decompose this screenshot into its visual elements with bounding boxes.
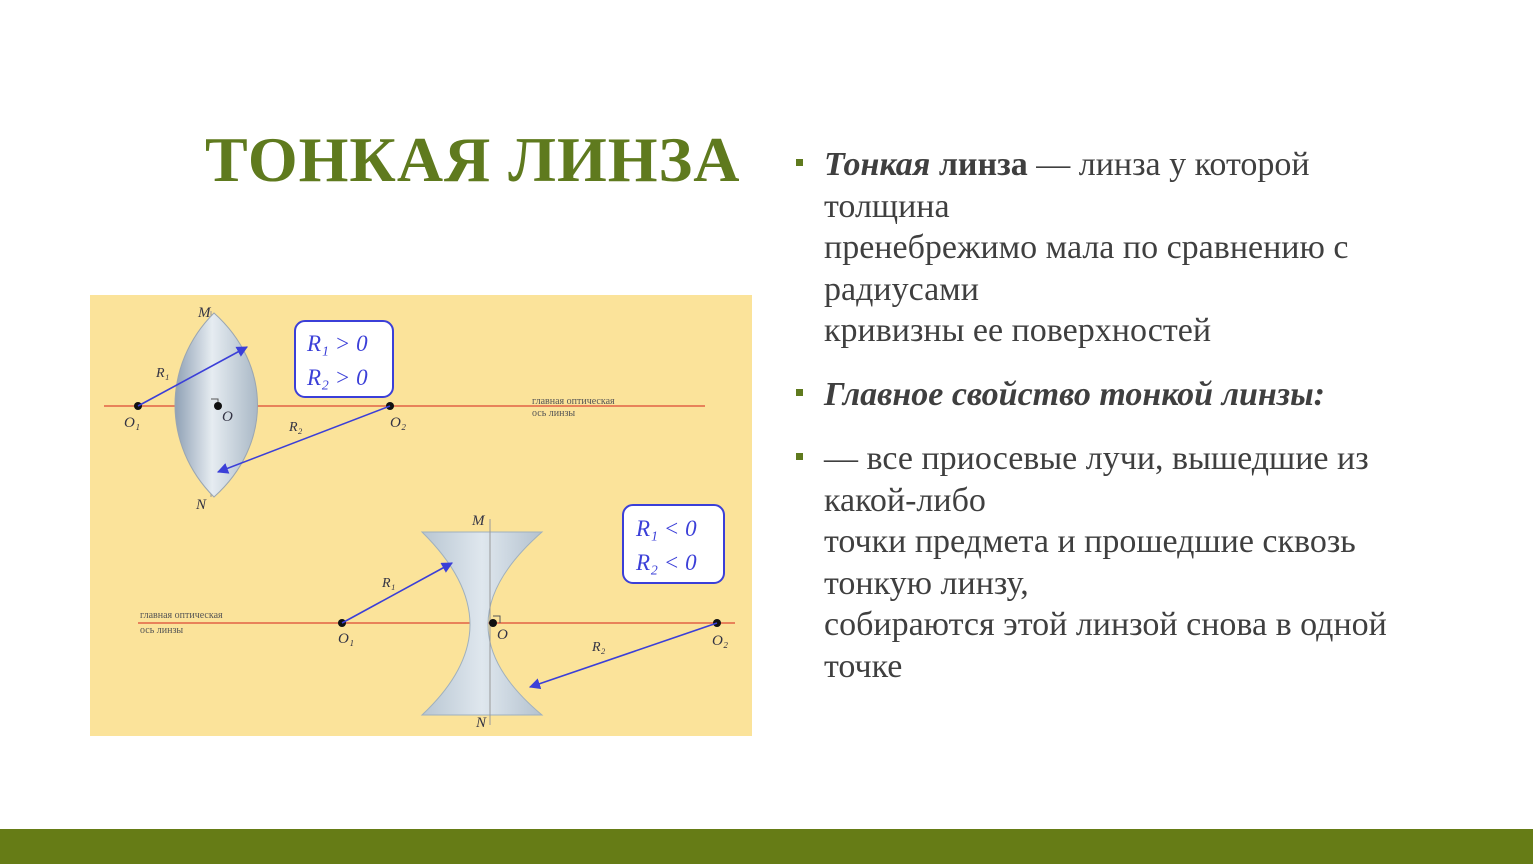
- definition-line: радиусами: [824, 270, 979, 308]
- property-line: точке: [824, 647, 903, 685]
- label-r1-top: R₁: [156, 366, 170, 381]
- label-o1-top: O₁: [124, 415, 141, 431]
- point-o-bottom: [489, 619, 497, 627]
- label-o-bottom: O: [497, 627, 508, 643]
- definition-line: кривизны ее поверхностей: [824, 312, 1212, 349]
- property-line: точки предмета и прошедшие сквозь: [824, 523, 1356, 560]
- condition-top-1: R₁ > 0: [307, 331, 368, 356]
- property-line: какой-либо: [824, 481, 986, 519]
- bullet-marker: [796, 389, 803, 396]
- label-n-top: N: [196, 497, 207, 513]
- label-r1-bottom: R₁: [382, 576, 396, 591]
- slide-title: ТОНКАЯ ЛИНЗА: [205, 124, 741, 195]
- bullet-property-heading: [793, 374, 1493, 416]
- label-m-top: M: [198, 305, 211, 321]
- condition-top-2: R₂ > 0: [307, 365, 368, 390]
- definition-text: — линза у которой: [1036, 146, 1310, 183]
- definition-line: толщина: [824, 187, 950, 225]
- property-line: тонкую линзу,: [824, 564, 1029, 602]
- definition-line: пренебрежимо мала по сравнению с: [824, 229, 1349, 266]
- footer-bar: [0, 829, 1533, 864]
- axis-caption-bottom-2: ось линзы: [140, 625, 184, 636]
- bullet-property: [793, 438, 1493, 687]
- lens-diagram: [90, 295, 752, 736]
- label-o1-bottom: O₁: [338, 631, 355, 647]
- label-r2-top: R₂: [289, 420, 303, 435]
- point-o-top: [214, 402, 222, 410]
- property-heading: Главное свойство тонкой линзы:: [824, 375, 1325, 413]
- label-o-top: O: [222, 409, 233, 425]
- condition-bottom-1: R₁ < 0: [636, 516, 697, 541]
- term-italic: Тонкая: [824, 146, 931, 183]
- label-o2-top: O₂: [390, 415, 407, 431]
- label-o2-bottom: O₂: [712, 633, 729, 649]
- property-line: — все приосевые лучи, вышедшие из: [824, 440, 1369, 477]
- condition-bottom-2: R₂ < 0: [636, 550, 697, 575]
- label-m-bottom: M: [472, 513, 485, 529]
- lens-diagram-svg: [90, 295, 752, 736]
- label-r2-bottom: R₂: [592, 640, 606, 655]
- bullet-marker: [796, 159, 803, 166]
- axis-caption-top-1: главная оптическая: [532, 396, 615, 407]
- bullet-definition: [793, 144, 1493, 352]
- term-bold: линза: [938, 146, 1028, 183]
- bullet-marker: [796, 453, 803, 460]
- bullet-list: [793, 144, 1493, 709]
- property-line: собираются этой линзой снова в одной: [824, 606, 1387, 643]
- definition-first-line: [824, 144, 1493, 186]
- label-n-bottom: N: [476, 715, 487, 731]
- axis-caption-top-2: ось линзы: [532, 408, 576, 419]
- axis-caption-bottom-1: главная оптическая: [140, 610, 223, 621]
